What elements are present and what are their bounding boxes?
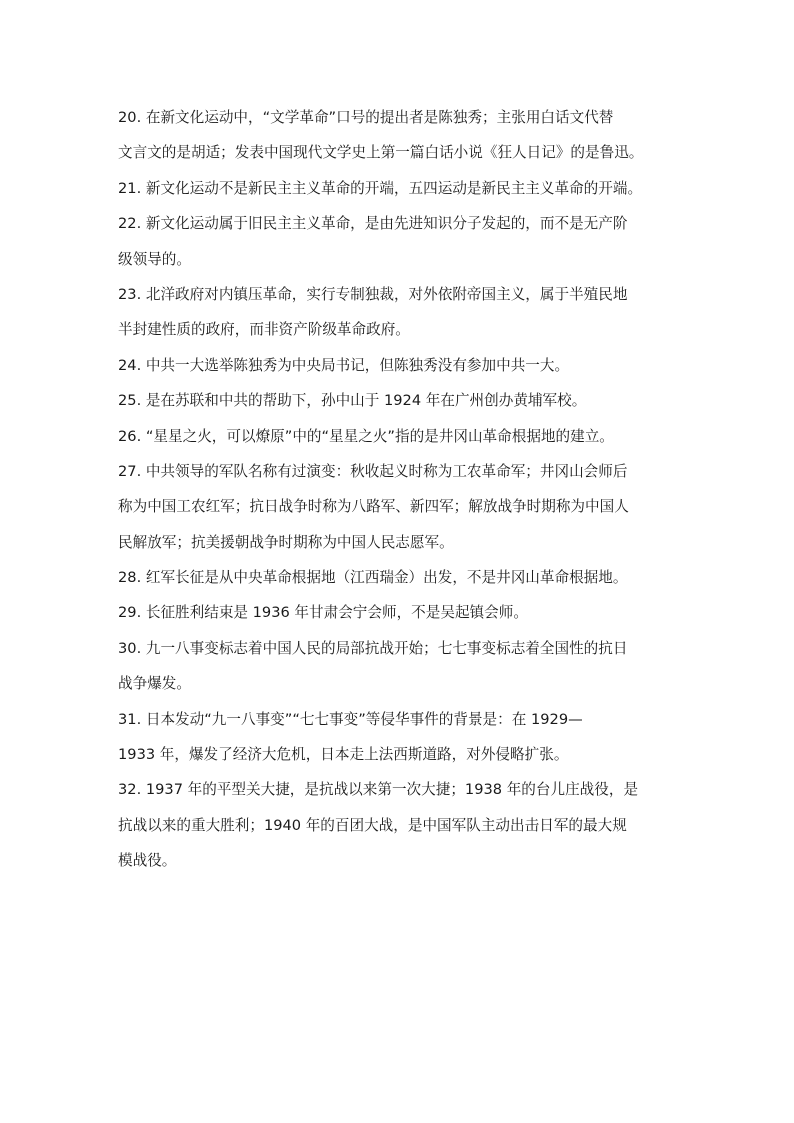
text-line: 半封建性质的政府，而非资产阶级革命政府。: [118, 321, 410, 339]
text-line: 24. 中共一大选举陈独秀为中央局书记，但陈独秀没有参加中共一大。: [118, 356, 570, 374]
text-line: 29. 长征胜利结束是 1936 年甘肃会宁会师，不是吴起镇会师。: [118, 604, 528, 622]
text-line: 文言文的是胡适；发表中国现代文学史上第一篇白话小说《狂人日记》的是鲁迅。: [118, 144, 644, 162]
text-line: 战争爆发。: [118, 675, 191, 693]
text-line: 23. 北洋政府对内镇压革命，实行专制独裁，对外依附帝国主义，属于半殖民地: [118, 285, 628, 303]
text-line: 21. 新文化运动不是新民主主义革命的开端，五四运动是新民主主义革命的开端。: [118, 179, 643, 197]
text-line: 模战役。: [118, 852, 177, 870]
text-line: 25. 是在苏联和中共的帮助下，孙中山于 1924 年在广州创办黄埔军校。: [118, 392, 587, 410]
text-line: 32. 1937 年的平型关大捷，是抗战以来第一次大捷；1938 年的台儿庄战役，是: [118, 781, 639, 799]
text-line: 抗战以来的重大胜利；1940 年的百团大战，是中国军队主动出击日军的最大规: [118, 816, 627, 834]
document-body: [118, 100, 688, 879]
text-line: 26. “星星之火，可以燎原”中的“星星之火”指的是井冈山革命根据地的建立。: [118, 427, 614, 445]
text-line: 级领导的。: [118, 250, 191, 268]
text-line: 1933 年，爆发了经济大危机，日本走上法西斯道路，对外侵略扩张。: [118, 746, 569, 764]
text-line: 30. 九一八事变标志着中国人民的局部抗战开始；七七事变标志着全国性的抗日: [118, 639, 628, 657]
text-line: 27. 中共领导的军队名称有过演变：秋收起义时称为工农革命军；井冈山会师后: [118, 462, 628, 480]
text-line: 31. 日本发动“九一八事变”“七七事变”等侵华事件的背景是：在 1929—: [118, 710, 583, 728]
text-line: 称为中国工农红军；抗日战争时称为八路军、新四军；解放战争时期称为中国人: [118, 498, 629, 516]
text-line: 22. 新文化运动属于旧民主主义革命，是由先进知识分子发起的，而不是无产阶: [118, 215, 628, 233]
text-line: 民解放军；抗美援朝战争时期称为中国人民志愿军。: [118, 533, 454, 551]
text-line: 20. 在新文化运动中，“文学革命”口号的提出者是陈独秀；主张用白话文代替: [118, 109, 614, 126]
text-line: 28. 红军长征是从中央革命根据地（江西瑞金）出发，不是井冈山革命根据地。: [118, 569, 628, 587]
